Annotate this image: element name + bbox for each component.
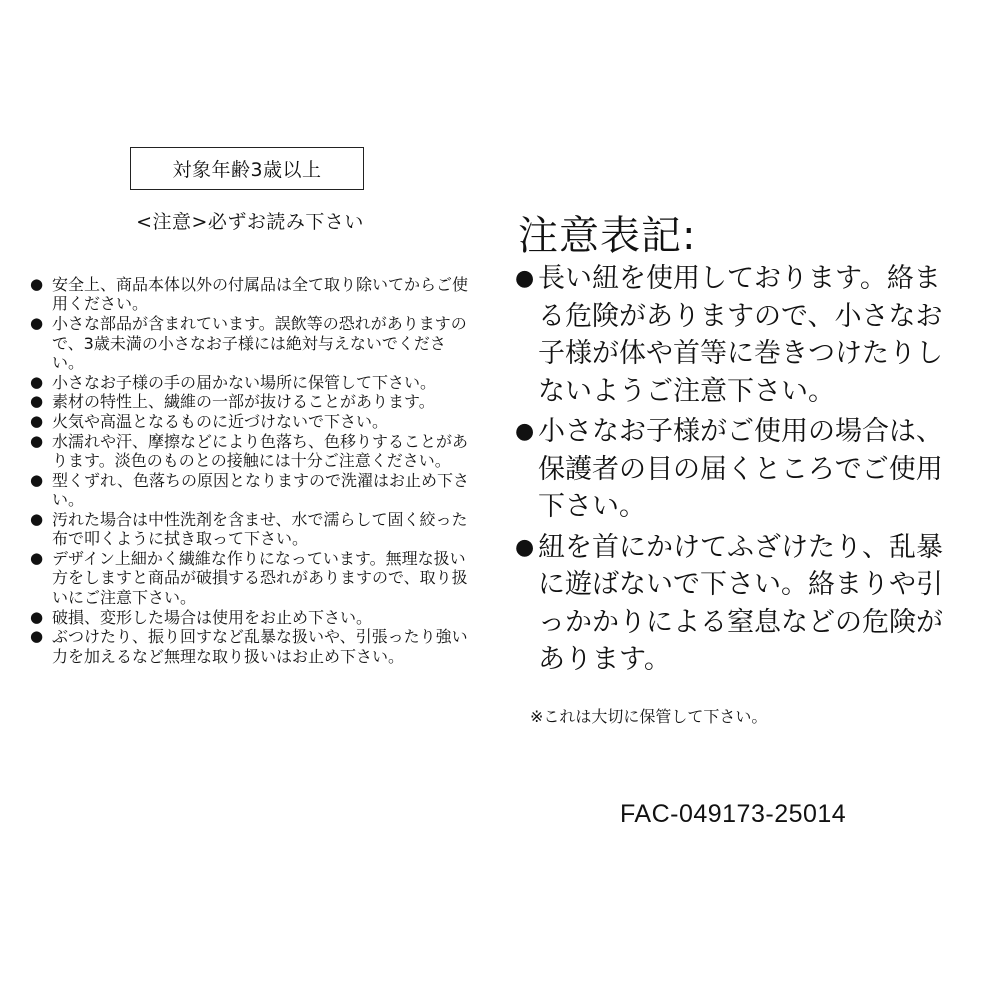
list-item-text: 長い紐を使用しております。絡まる危険がありますので、小さなお子様が体や首等に巻きつけたりしないようご注意下さい。 [538,263,943,407]
bullet-icon: ● [515,534,535,560]
list-item-text: 火気や高温となるものに近づけないで下さい。 [52,412,389,432]
keep-note: ※これは大切に保管して下さい。 [530,707,768,726]
list-item [30,471,475,510]
list-item-text: 破損、変形した場合は使用をお止め下さい。 [52,607,373,627]
list-item [30,627,475,666]
bullet-icon: ● [30,549,44,568]
bullet-icon: ● [30,314,44,333]
list-item-text: 小さなお子様の手の届かない場所に保管して下さい。 [52,372,437,392]
bullet-icon: ● [30,392,44,411]
product-code: FAC-049173-25014 [620,800,847,828]
bullet-icon: ● [515,419,535,444]
list-item [30,510,475,549]
list-item [30,392,475,411]
bullet-icon: ● [30,275,44,293]
list-item-text: 紐を首にかけてふざけたり、乱暴に遊ばないで下さい。絡まりや引っかかりによる窒息などの危険があります。 [538,531,943,675]
list-item [515,260,965,410]
bullet-icon: ● [515,266,535,291]
bullet-icon: ● [30,470,44,489]
list-item [515,413,965,526]
list-item-text: 汚れた場合は中性洗剤を含ませ、水で濡らして固く絞った布で叩くように拭き取って下さい。 [52,509,468,549]
age-notice-box [130,147,364,190]
list-item-text: 素材の特性上、繊維の一部が抜けることがあります。 [52,392,435,412]
left-caution-list [30,275,475,666]
list-item-text: 型くずれ、色落ちの原因となりますので洗濯はお止め下さい。 [52,470,469,510]
list-item [30,314,475,372]
list-item-text: 小さな部品が含まれています。誤飲等の恐れがありますので、3歳未満の小さなお子様には絶対与えないでください。 [52,314,467,372]
bullet-icon: ● [30,509,44,528]
list-item-text: 安全上、商品本体以外の付属品は全て取り除いてからご使用ください。 [52,275,469,314]
list-item-text: デザイン上細かく繊維な作りになっています。無理な扱い方をしますと商品が破損する恐れがありますので、取り扱いにご注意下さい。 [52,549,468,607]
bullet-icon: ● [30,627,44,646]
bullet-icon: ● [30,431,44,450]
caution-heading: <注意>必ずお読み下さい [136,211,364,233]
list-item [30,432,475,471]
list-item [30,549,475,607]
list-item [30,608,475,627]
bullet-icon: ● [30,412,44,431]
list-item-text: 小さなお子様がご使用の場合は、保護者の目の届くところでご使用下さい。 [538,416,943,522]
list-item [30,373,475,392]
bullet-icon: ● [30,372,44,391]
list-item-text: ぶつけたり、振り回すなど乱暴な扱いや、引張ったり強い力を加えるなど無理な取り扱いはお止め下さい。 [52,627,468,666]
list-item [30,412,475,431]
caution-title: 注意表記: [518,213,697,259]
list-item-text: 水濡れや汗、摩擦などにより色落ち、色移りすることがあります。淡色のものとの接触には十分ご注意ください。 [52,431,469,471]
list-item [515,529,965,679]
age-notice-text: 対象年齢3歳以上 [172,159,322,181]
bullet-icon: ● [30,607,44,626]
list-item [30,275,475,314]
right-caution-list [515,260,965,682]
